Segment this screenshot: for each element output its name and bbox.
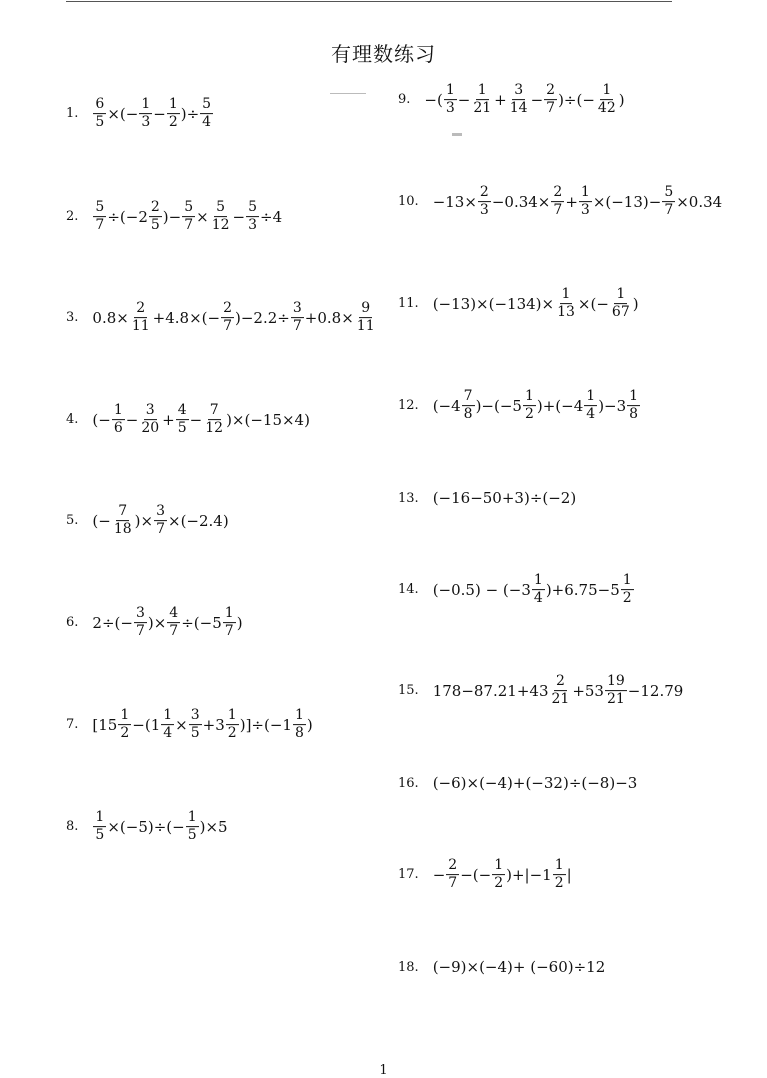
expression-text: (−6)×(−4)+(−32)÷(−8)−3 bbox=[432, 774, 638, 792]
expression-text: ×(−13)− bbox=[592, 193, 662, 211]
expression-text: )−3 bbox=[598, 397, 627, 415]
expression-text: )× bbox=[134, 512, 154, 530]
expression-text: )−2.2÷ bbox=[235, 309, 290, 327]
fraction bbox=[478, 185, 491, 219]
numerator: 5 bbox=[214, 200, 227, 217]
problem-item bbox=[398, 858, 572, 892]
expression-text: 0.8× bbox=[92, 309, 129, 327]
problem-number: 6. bbox=[66, 615, 79, 631]
denominator: 7 bbox=[292, 318, 302, 335]
problem-number: 12. bbox=[398, 398, 419, 414]
problem-item bbox=[66, 606, 243, 640]
expression-text: ) bbox=[236, 614, 243, 632]
fraction bbox=[355, 301, 377, 335]
denominator: 5 bbox=[187, 827, 197, 844]
fraction bbox=[246, 200, 259, 234]
problem-number: 16. bbox=[398, 775, 419, 791]
numerator: 7 bbox=[116, 504, 129, 521]
expression-text: + bbox=[494, 91, 507, 109]
denominator: 14 bbox=[509, 100, 528, 117]
expression-text: +3 bbox=[202, 716, 225, 734]
problem-item bbox=[398, 287, 639, 321]
numerator: 1 bbox=[293, 708, 306, 725]
denominator: 21 bbox=[606, 691, 625, 708]
denominator: 7 bbox=[156, 521, 165, 538]
denominator: 5 bbox=[95, 827, 105, 844]
fraction bbox=[167, 606, 180, 640]
numerator: 1 bbox=[161, 708, 174, 725]
problem-expression bbox=[424, 83, 624, 117]
numerator: 2 bbox=[149, 200, 162, 217]
denominator: 4 bbox=[163, 725, 173, 742]
expression-text: (−9)×(−4)+ (−60)÷12 bbox=[432, 958, 606, 976]
expression-text: )+(−4 bbox=[536, 397, 584, 415]
fraction bbox=[610, 287, 632, 321]
problem-item bbox=[398, 573, 635, 607]
problem-number: 15. bbox=[398, 683, 419, 699]
fraction bbox=[210, 200, 232, 234]
denominator: 8 bbox=[294, 725, 304, 742]
expression-text: )]÷(−1 bbox=[239, 716, 292, 734]
expression-text: )+|−1 bbox=[506, 866, 552, 884]
expression-text: − bbox=[125, 411, 139, 429]
problem-expression bbox=[433, 573, 635, 607]
fraction bbox=[130, 301, 152, 335]
denominator: 67 bbox=[611, 304, 630, 321]
fraction bbox=[523, 389, 536, 423]
fraction bbox=[596, 83, 618, 117]
expression-text: +53 bbox=[572, 682, 604, 700]
numerator: 1 bbox=[118, 708, 131, 725]
expression-text: − bbox=[232, 208, 246, 226]
numerator: 1 bbox=[476, 83, 489, 100]
fraction bbox=[444, 83, 457, 117]
expression-text: )+6.75−5 bbox=[545, 581, 620, 599]
problem-expression bbox=[433, 287, 639, 321]
fraction bbox=[293, 708, 306, 742]
fraction bbox=[553, 858, 566, 892]
fraction bbox=[112, 403, 125, 437]
problem-number: 13. bbox=[398, 490, 419, 506]
expression-text: −12.79 bbox=[627, 682, 684, 700]
fraction bbox=[118, 708, 131, 742]
fraction bbox=[139, 97, 152, 131]
problem-item bbox=[66, 810, 228, 844]
denominator: 7 bbox=[224, 623, 234, 640]
denominator: 3 bbox=[479, 202, 489, 219]
numerator: 19 bbox=[605, 674, 627, 691]
denominator: 2 bbox=[554, 875, 564, 892]
problem-expression bbox=[433, 674, 684, 708]
numerator: 1 bbox=[492, 858, 505, 875]
fraction bbox=[189, 708, 202, 742]
numerator: 5 bbox=[662, 185, 675, 202]
fraction bbox=[149, 200, 162, 234]
fraction bbox=[549, 674, 571, 708]
numerator: 9 bbox=[359, 301, 372, 318]
numerator: 2 bbox=[134, 301, 147, 318]
scan-smudge bbox=[452, 133, 462, 136]
problem-expression bbox=[92, 504, 228, 538]
problem-number: 2. bbox=[66, 209, 79, 225]
problem-number: 1. bbox=[66, 106, 79, 122]
numerator: 4 bbox=[167, 606, 180, 623]
numerator: 5 bbox=[200, 97, 213, 114]
problem-number: 11. bbox=[398, 296, 419, 312]
denominator: 7 bbox=[664, 202, 674, 219]
denominator: 7 bbox=[169, 623, 179, 640]
denominator: 2 bbox=[524, 406, 534, 423]
denominator: 7 bbox=[95, 217, 105, 234]
expression-text: (−4 bbox=[432, 397, 461, 415]
numerator: 1 bbox=[627, 389, 640, 406]
fraction bbox=[551, 185, 564, 219]
fraction bbox=[555, 287, 577, 321]
fraction bbox=[223, 606, 236, 640]
numerator: 3 bbox=[154, 504, 167, 521]
expression-text: ) bbox=[306, 716, 313, 734]
expression-text: + bbox=[565, 193, 578, 211]
problem-item bbox=[66, 200, 282, 234]
denominator: 2 bbox=[494, 875, 504, 892]
numerator: 1 bbox=[112, 403, 125, 420]
expression-text: | bbox=[566, 866, 572, 884]
problem-expression bbox=[433, 389, 641, 423]
expression-text: − bbox=[530, 91, 544, 109]
expression-text: −0.34× bbox=[491, 193, 551, 211]
problem-item bbox=[398, 185, 722, 219]
fraction bbox=[544, 83, 557, 117]
expression-text: × bbox=[196, 208, 209, 226]
denominator: 5 bbox=[190, 725, 200, 742]
expression-text: ×(−2.4) bbox=[168, 512, 229, 530]
denominator: 8 bbox=[463, 406, 473, 423]
expression-text: ÷(−5 bbox=[181, 614, 222, 632]
header-rule bbox=[66, 1, 672, 2]
fraction bbox=[93, 97, 106, 131]
problem-number: 17. bbox=[398, 867, 419, 883]
expression-text: −13× bbox=[432, 193, 477, 211]
expression-text: [15 bbox=[92, 716, 118, 734]
problem-number: 4. bbox=[66, 412, 79, 428]
numerator: 2 bbox=[446, 858, 459, 875]
expression-text: × bbox=[175, 716, 188, 734]
expression-text: ×0.34 bbox=[676, 193, 723, 211]
fraction bbox=[579, 185, 592, 219]
problem-expression bbox=[433, 958, 606, 976]
fraction bbox=[291, 301, 304, 335]
denominator: 7 bbox=[184, 217, 194, 234]
problem-item bbox=[398, 774, 637, 792]
expression-text: ×(− bbox=[107, 105, 139, 123]
fraction bbox=[532, 573, 545, 607]
problem-expression bbox=[92, 200, 282, 234]
denominator: 7 bbox=[223, 318, 233, 335]
fraction bbox=[182, 200, 195, 234]
expression-text: )÷(− bbox=[558, 91, 595, 109]
numerator: 1 bbox=[186, 810, 199, 827]
expression-text: (− bbox=[92, 411, 111, 429]
denominator: 2 bbox=[168, 114, 178, 131]
expression-text: ) bbox=[632, 295, 639, 313]
numerator: 2 bbox=[478, 185, 491, 202]
numerator: 1 bbox=[167, 97, 180, 114]
denominator: 13 bbox=[557, 304, 575, 321]
denominator: 11 bbox=[131, 318, 150, 335]
expression-text: −( bbox=[424, 91, 443, 109]
expression-text: (−13)×(−134)× bbox=[432, 295, 555, 313]
denominator: 3 bbox=[248, 217, 258, 234]
fraction bbox=[471, 83, 493, 117]
fraction bbox=[186, 810, 199, 844]
problem-expression bbox=[433, 185, 723, 219]
denominator: 4 bbox=[202, 114, 212, 131]
denominator: 3 bbox=[141, 114, 151, 131]
page-title: 有理数练习 bbox=[331, 42, 436, 66]
problem-expression bbox=[92, 97, 214, 131]
denominator: 3 bbox=[445, 100, 455, 117]
numerator: 5 bbox=[246, 200, 259, 217]
problem-item bbox=[66, 504, 229, 538]
fraction bbox=[621, 573, 634, 607]
fraction bbox=[176, 403, 189, 437]
fraction bbox=[112, 504, 134, 538]
fraction bbox=[200, 97, 213, 131]
numerator: 2 bbox=[551, 185, 564, 202]
denominator: 20 bbox=[141, 420, 160, 437]
numerator: 5 bbox=[93, 200, 106, 217]
expression-text: − bbox=[189, 411, 203, 429]
expression-text: ÷(−2 bbox=[107, 208, 148, 226]
expression-text: ÷4 bbox=[260, 208, 283, 226]
problem-item bbox=[66, 403, 310, 437]
fraction bbox=[584, 389, 597, 423]
problem-expression bbox=[433, 858, 572, 892]
denominator: 4 bbox=[533, 590, 543, 607]
expression-text: −(1 bbox=[132, 716, 161, 734]
numerator: 4 bbox=[176, 403, 189, 420]
denominator: 5 bbox=[150, 217, 160, 234]
problem-number: 9. bbox=[398, 92, 411, 108]
denominator: 12 bbox=[211, 217, 230, 234]
denominator: 21 bbox=[473, 100, 492, 117]
numerator: 1 bbox=[621, 573, 634, 590]
denominator: 21 bbox=[551, 691, 570, 708]
numerator: 3 bbox=[134, 606, 147, 623]
problem-expression bbox=[92, 403, 310, 437]
fraction bbox=[605, 674, 627, 708]
numerator: 1 bbox=[579, 185, 592, 202]
denominator: 2 bbox=[227, 725, 237, 742]
denominator: 5 bbox=[95, 114, 105, 131]
fraction bbox=[492, 858, 505, 892]
numerator: 2 bbox=[221, 301, 234, 318]
problem-item bbox=[66, 301, 378, 335]
page-number: 1 bbox=[379, 1063, 388, 1078]
numerator: 3 bbox=[291, 301, 304, 318]
problem-number: 7. bbox=[66, 717, 79, 733]
numerator: 1 bbox=[523, 389, 536, 406]
expression-text: − bbox=[432, 866, 446, 884]
denominator: 7 bbox=[135, 623, 145, 640]
expression-text: )−(−5 bbox=[475, 397, 522, 415]
numerator: 1 bbox=[226, 708, 239, 725]
fraction bbox=[662, 185, 675, 219]
numerator: 1 bbox=[444, 83, 457, 100]
numerator: 1 bbox=[560, 287, 573, 304]
fraction bbox=[93, 200, 106, 234]
numerator: 3 bbox=[512, 83, 525, 100]
fraction bbox=[627, 389, 640, 423]
expression-text: )− bbox=[162, 208, 182, 226]
expression-text: ×(− bbox=[577, 295, 609, 313]
expression-text: +0.8× bbox=[304, 309, 354, 327]
expression-text: + bbox=[162, 411, 175, 429]
problem-item bbox=[398, 83, 625, 117]
expression-text: ) bbox=[618, 91, 625, 109]
expression-text: (− bbox=[92, 512, 111, 530]
fraction bbox=[221, 301, 234, 335]
problem-number: 3. bbox=[66, 310, 79, 326]
fraction bbox=[167, 97, 180, 131]
problem-number: 14. bbox=[398, 582, 419, 598]
numerator: 2 bbox=[544, 83, 557, 100]
expression-text: )÷ bbox=[180, 105, 200, 123]
numerator: 7 bbox=[462, 389, 475, 406]
fraction bbox=[93, 810, 106, 844]
expression-text: +4.8×(− bbox=[152, 309, 221, 327]
numerator: 5 bbox=[182, 200, 195, 217]
numerator: 3 bbox=[189, 708, 202, 725]
expression-text: 2÷(− bbox=[92, 614, 133, 632]
denominator: 7 bbox=[448, 875, 458, 892]
numerator: 7 bbox=[208, 403, 221, 420]
numerator: 1 bbox=[223, 606, 236, 623]
fraction bbox=[203, 403, 225, 437]
denominator: 7 bbox=[546, 100, 556, 117]
numerator: 1 bbox=[553, 858, 566, 875]
expression-text: )×5 bbox=[199, 818, 228, 836]
numerator: 1 bbox=[93, 810, 106, 827]
expression-text: −(− bbox=[460, 866, 492, 884]
scan-smudge bbox=[330, 93, 366, 94]
denominator: 2 bbox=[622, 590, 632, 607]
denominator: 11 bbox=[356, 318, 375, 335]
numerator: 1 bbox=[139, 97, 152, 114]
expression-text: (−16−50+3)÷(−2) bbox=[432, 489, 577, 507]
expression-text: 178−87.21+43 bbox=[432, 682, 549, 700]
denominator: 4 bbox=[586, 406, 596, 423]
problem-expression bbox=[92, 301, 377, 335]
problem-item bbox=[66, 97, 214, 131]
problem-expression bbox=[433, 489, 577, 507]
expression-text: )×(−15×4) bbox=[226, 411, 310, 429]
denominator: 6 bbox=[113, 420, 123, 437]
fraction bbox=[462, 389, 475, 423]
fraction bbox=[446, 858, 459, 892]
problem-expression bbox=[92, 810, 227, 844]
expression-text: (−0.5) − (−3 bbox=[432, 581, 531, 599]
problem-number: 18. bbox=[398, 959, 419, 975]
numerator: 2 bbox=[554, 674, 567, 691]
expression-text: − bbox=[153, 105, 166, 123]
problem-number: 10. bbox=[398, 194, 419, 210]
problem-item bbox=[398, 958, 605, 976]
problem-item bbox=[66, 708, 313, 742]
numerator: 1 bbox=[614, 287, 627, 304]
denominator: 12 bbox=[205, 420, 224, 437]
denominator: 7 bbox=[553, 202, 563, 219]
fraction bbox=[139, 403, 161, 437]
denominator: 42 bbox=[597, 100, 616, 117]
problem-item bbox=[398, 674, 683, 708]
fraction bbox=[508, 83, 530, 117]
problem-expression bbox=[433, 774, 638, 792]
problem-expression bbox=[92, 708, 312, 742]
problem-item bbox=[398, 389, 641, 423]
denominator: 18 bbox=[113, 521, 132, 538]
denominator: 2 bbox=[120, 725, 130, 742]
denominator: 3 bbox=[580, 202, 590, 219]
expression-text: ×(−5)÷(− bbox=[107, 818, 185, 836]
fraction bbox=[134, 606, 147, 640]
expression-text: )× bbox=[147, 614, 167, 632]
denominator: 8 bbox=[629, 406, 639, 423]
denominator: 5 bbox=[177, 420, 187, 437]
fraction bbox=[154, 504, 167, 538]
fraction bbox=[226, 708, 239, 742]
problem-expression bbox=[92, 606, 242, 640]
numerator: 1 bbox=[600, 83, 613, 100]
problem-item bbox=[398, 489, 576, 507]
numerator: 3 bbox=[144, 403, 157, 420]
problem-number: 5. bbox=[66, 513, 79, 529]
numerator: 6 bbox=[93, 97, 106, 114]
fraction bbox=[161, 708, 174, 742]
numerator: 1 bbox=[532, 573, 545, 590]
expression-text: − bbox=[457, 91, 471, 109]
numerator: 1 bbox=[584, 389, 597, 406]
problem-number: 8. bbox=[66, 819, 79, 835]
